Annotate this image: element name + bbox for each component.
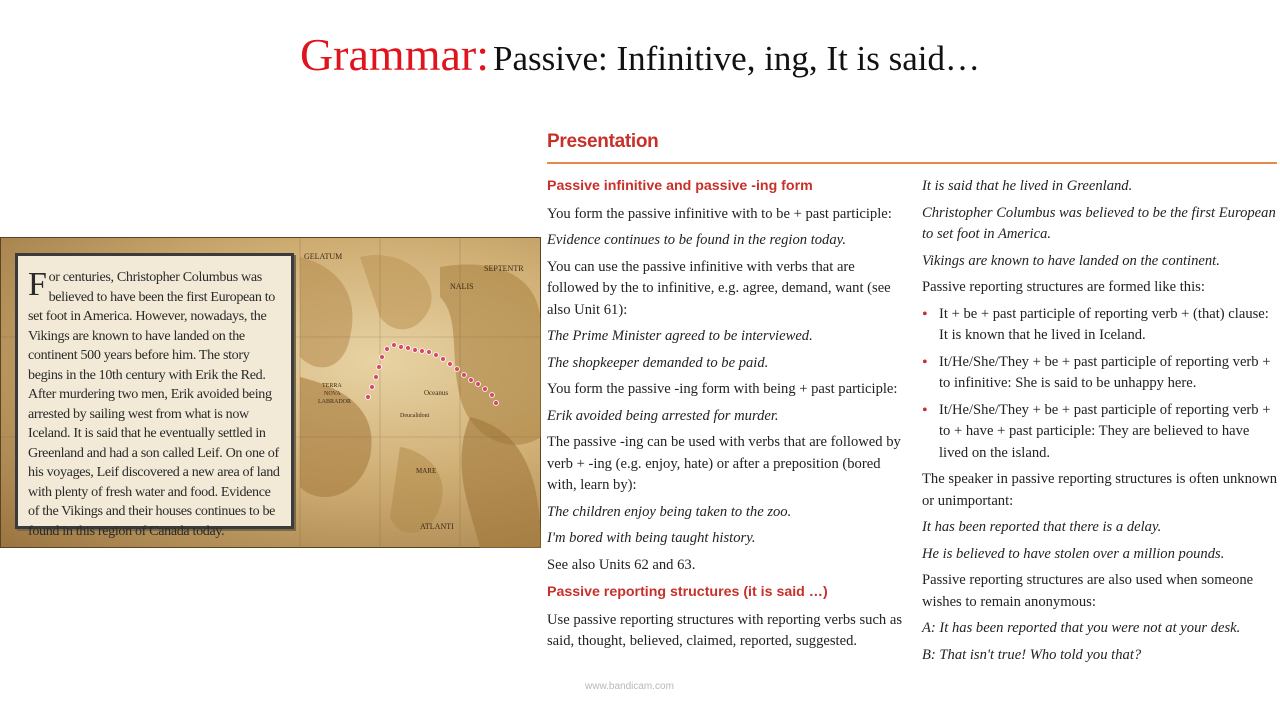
map-label: TERRA	[322, 383, 342, 389]
rule-text: You can use the passive infinitive with verbs that are followed by the to infinitive, e.g. agree, demand, want (see also Unit 61):	[547, 258, 891, 318]
example-text: Vikings are known to have landed on the continent.	[922, 252, 1220, 269]
map-label: LABRADOR	[318, 399, 352, 405]
example-text: Christopher Columbus was believed to be the first European to set foot in America.	[922, 204, 1276, 242]
rule-text: Passive reporting structures are also used when someone wishes to remain anonymous:	[922, 572, 1254, 610]
grammar-column-left	[547, 176, 907, 658]
map-label: NALIS	[450, 282, 474, 291]
reading-text: or centuries, Christopher Columbus was believed to have been the first European to set foot in America. However, nowadays, the Vikings are known to have landed on the continent 500 years before him. The story begins in the 10th century with Erik the Red. After murdering two men, Erik avoided being arrested by sailing west from what is now Iceland. It is said that he eventually settled in Greenland and had a son called Leif. On one of his voyages, Leif discovered a new area of land with plenty of fresh water and food. Evidence of the Vikings and their houses continues to be found in this region of Canada today.	[28, 269, 280, 539]
rule-text: The passive -ing can be used with verbs that are followed by verb + -ing (e.g. enjoy, hate) or after a preposition (bored with, learn by):	[547, 434, 901, 493]
map-label: ATLANTI	[420, 522, 454, 531]
map-label: GELATUM	[304, 252, 343, 261]
example-text: He is believed to have stolen over a million pounds.	[922, 545, 1225, 562]
drop-cap: F	[28, 266, 47, 303]
example-text: It is said that he lived in Greenland.	[922, 178, 1133, 194]
example-text: Erik avoided being arrested for murder.	[547, 407, 779, 424]
section-heading-passive-reporting: Passive reporting structures (it is said …)	[547, 584, 828, 600]
bullet-item: • It/He/She/They + be + past participle of reporting verb + to + have + past participle: They are believed to have lived on the island.	[922, 400, 1280, 465]
bullet-item: • It/He/She/They + be + past participle of reporting verb + to infinitive: She is said to be unhappy here.	[922, 352, 1280, 395]
example-text: I'm bored with being taught history.	[547, 530, 756, 546]
example-text: B: That isn't true! Who told you that?	[922, 646, 1142, 663]
example-text: A: It has been reported that you were not at your desk.	[922, 620, 1241, 636]
map-label: SEPTENTR	[484, 264, 524, 273]
rule-text: You form the passive infinitive with to be + past participle:	[547, 205, 892, 222]
watermark: www.bandicam.com	[585, 681, 674, 692]
example-text: The children enjoy being taken to the zoo.	[547, 503, 792, 520]
example-text: Evidence continues to be found in the region today.	[547, 232, 846, 248]
rule-text: You form the passive -ing form with being + past participle:	[547, 381, 898, 397]
title-prefix: Grammar:	[299, 29, 489, 80]
title-text: Passive: Infinitive, ing, It is said…	[492, 39, 981, 78]
heading-rule	[547, 162, 1277, 164]
rule-text: Use passive reporting structures with reporting verbs such as said, thought, believed, claimed, reported, suggested.	[547, 611, 903, 649]
rule-text: Passive reporting structures are formed like this:	[922, 279, 1205, 295]
presentation-heading: Presentation	[547, 131, 659, 152]
reading-text-box	[15, 253, 294, 539]
map-label: Oceanus	[424, 389, 449, 397]
slide-title	[0, 28, 1280, 81]
rule-text: See also Units 62 and 63.	[547, 556, 696, 573]
example-text: The Prime Minister agreed to be interviewed.	[547, 328, 813, 344]
example-text: It has been reported that there is a delay.	[922, 519, 1162, 535]
map-label: Deucalidoni	[400, 413, 430, 419]
rule-text: The speaker in passive reporting structures is often unknown or unimportant:	[922, 471, 1278, 509]
section-heading-passive-infinitive: Passive infinitive and passive -ing form	[547, 178, 813, 194]
map-label: MARE	[416, 467, 437, 475]
map-label: NOVA	[324, 391, 341, 397]
bullet-item: • It + be + past participle of reporting verb + (that) clause: It is known that he lived in Iceland.	[922, 304, 1280, 347]
example-text: The shopkeeper demanded to be paid.	[547, 354, 769, 371]
grammar-column-right	[922, 176, 1280, 671]
